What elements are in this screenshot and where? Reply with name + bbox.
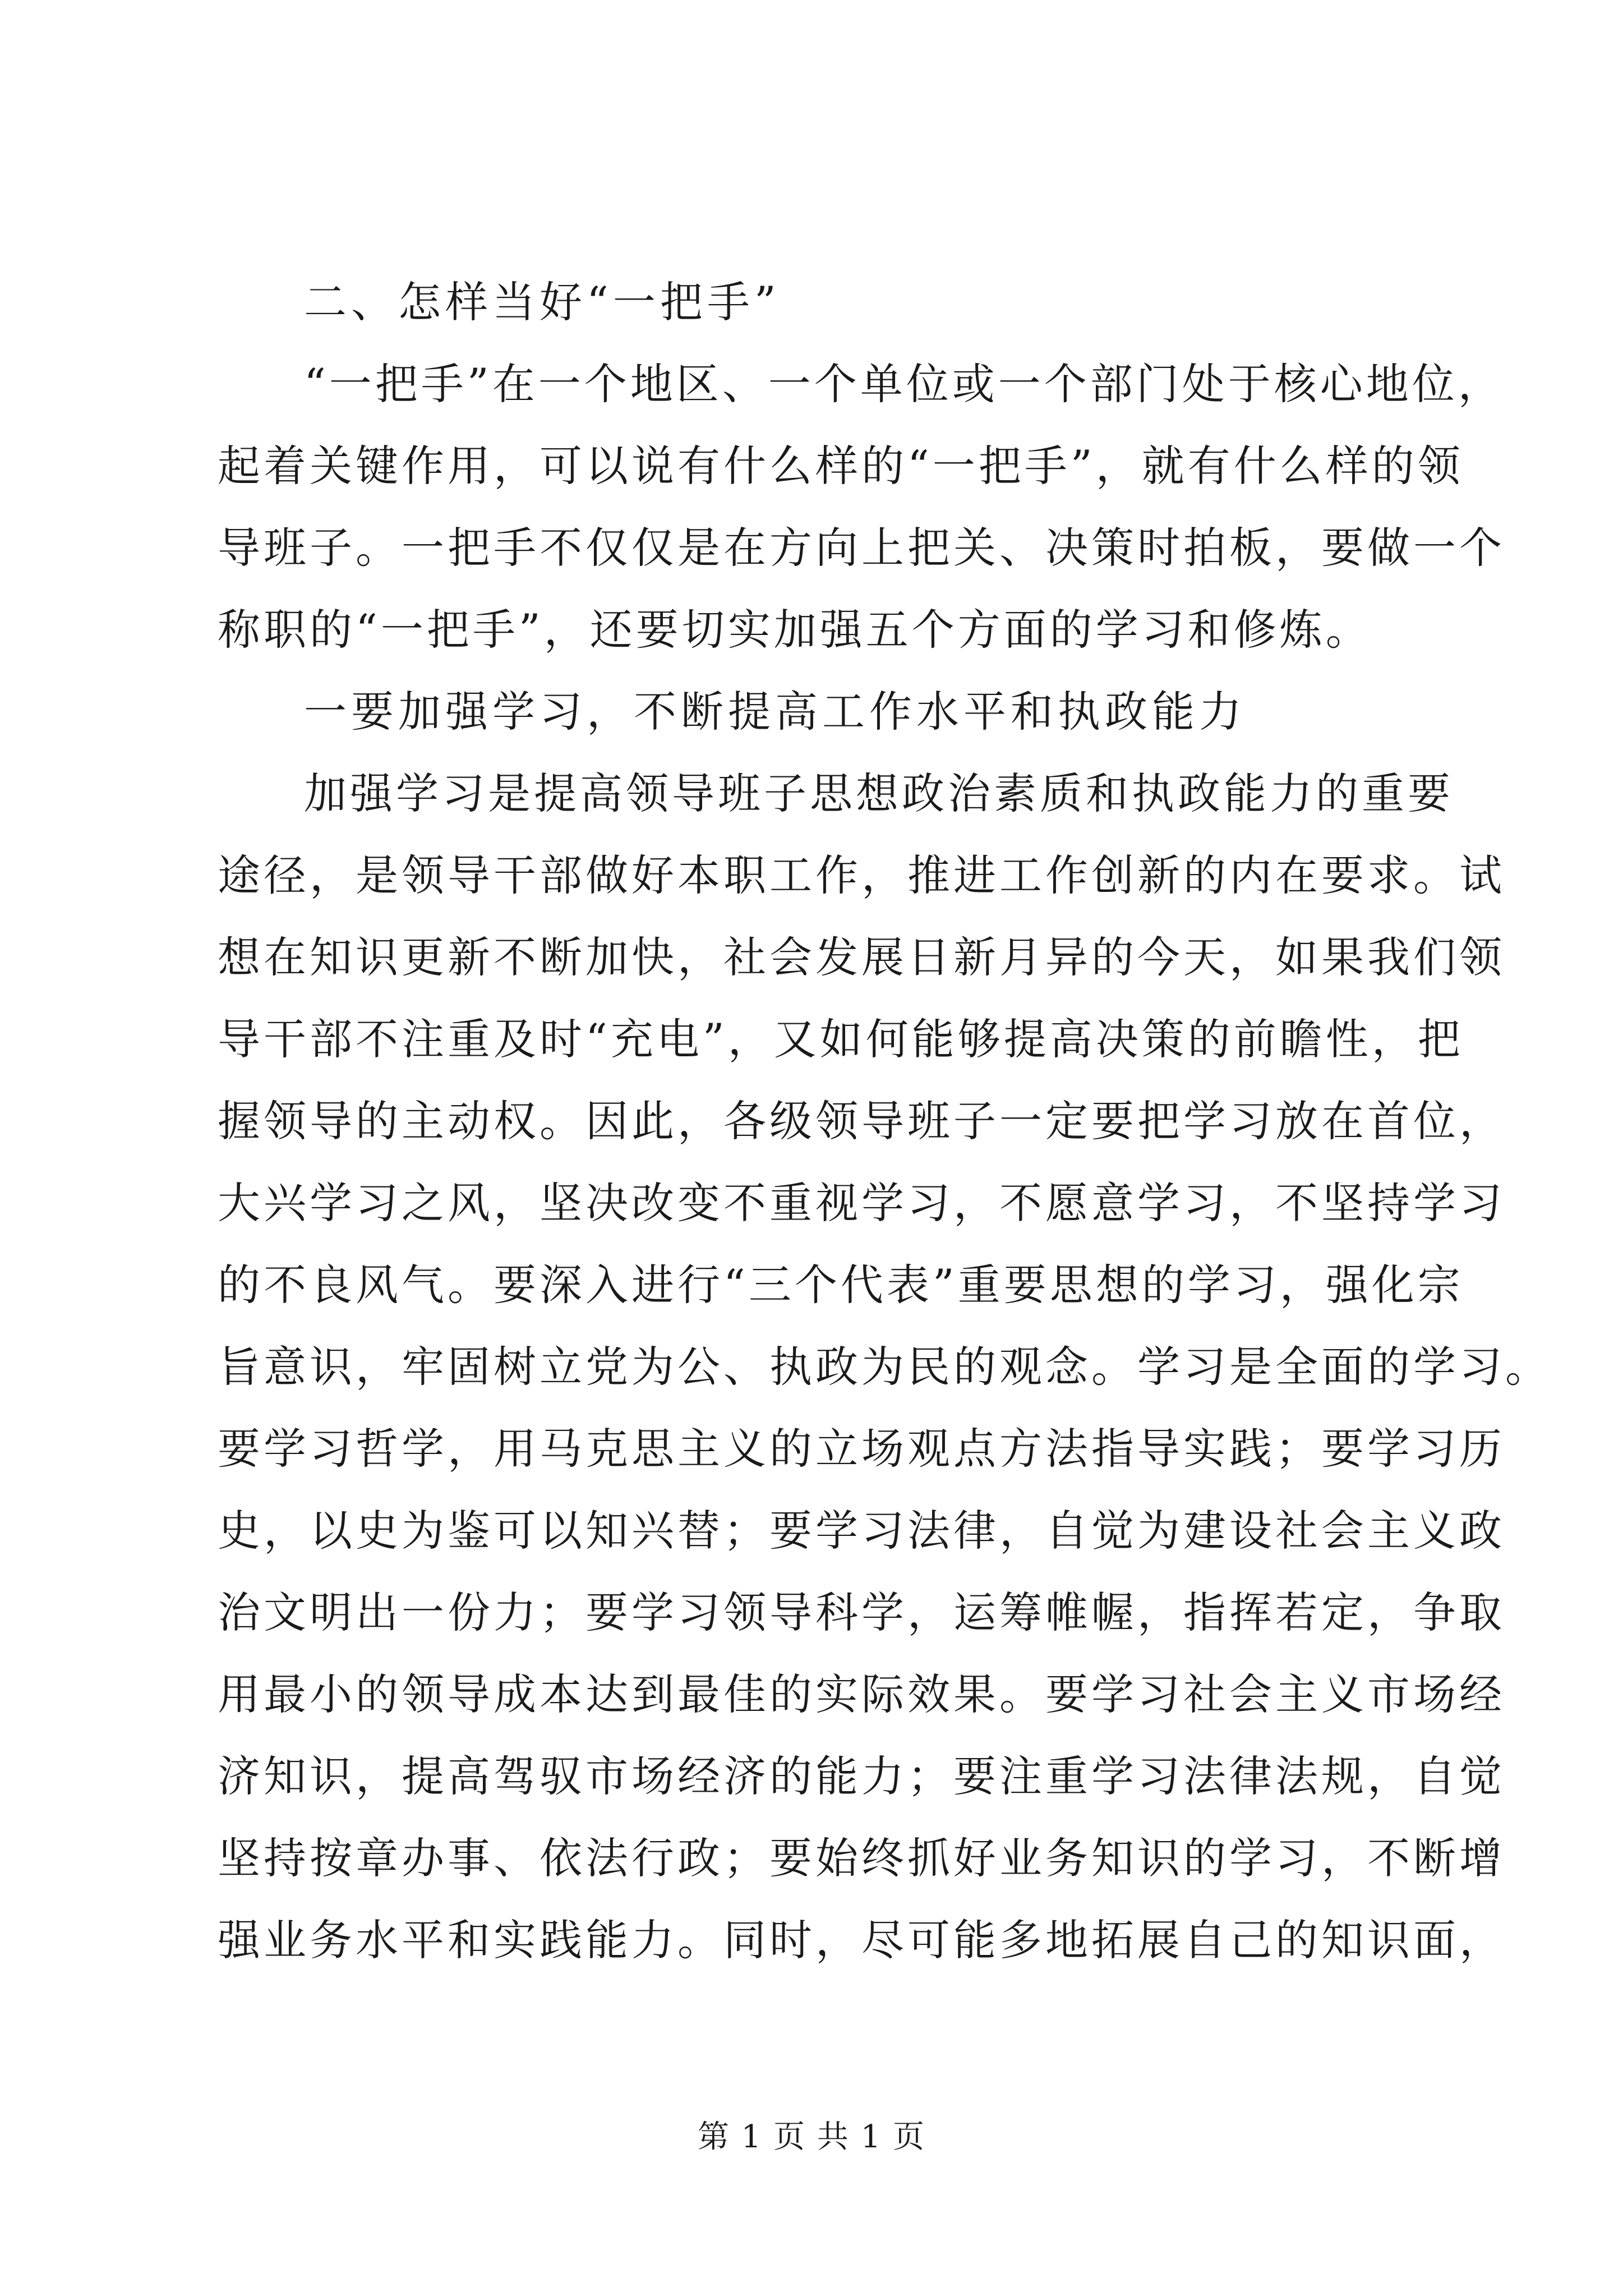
- paragraph-line: 途径，是领导干部做好本职工作，推进工作创新的内在要求。试: [218, 850, 1505, 900]
- page-number-label: 第 1 页 共 1 页: [697, 2119, 926, 2155]
- paragraph-line: 大兴学习之风，坚决改变不重视学习，不愿意学习，不坚持学习: [218, 1178, 1505, 1228]
- body-paragraph: [218, 753, 1551, 1981]
- section-title: 二、怎样当好“一把手”: [304, 277, 781, 327]
- paragraph-line: 坚持按章办事、依法行政；要始终抓好业务知识的学习，不断增: [218, 1833, 1505, 1883]
- paragraph-line: 济知识，提高驾驭市场经济的能力；要注重学习法律法规，自觉: [218, 1751, 1505, 1801]
- paragraph-line: 史，以史为鉴可以知兴替；要学习法律，自觉为建设社会主义政: [218, 1506, 1505, 1556]
- paragraph-line: 用最小的领导成本达到最佳的实际效果。要学习社会主义市场经: [218, 1669, 1505, 1719]
- paragraph-line: 旨意识，牢固树立党为公、执政为民的观念。学习是全面的学习。: [218, 1342, 1551, 1392]
- subheading: 一要加强学习，不断提高工作水平和执政能力: [304, 687, 1246, 737]
- paragraph-line: “一把手”在一个地区、一个单位或一个部门处于核心地位，: [304, 359, 1504, 409]
- paragraph-line: 称职的“一把手”，还要切实加强五个方面的学习和修炼。: [218, 605, 1372, 655]
- paragraph-line: 要学习哲学，用马克思主义的立场观点方法指导实践；要学习历: [218, 1424, 1505, 1474]
- paragraph-line: 想在知识更新不断加快，社会发展日新月异的今天，如果我们领: [218, 932, 1505, 982]
- paragraph-line: 加强学习是提高领导班子思想政治素质和执政能力的重要: [304, 769, 1454, 818]
- paragraph-line: 导干部不注重及时“充电”，又如何能够提高决策的前瞻性，把: [218, 1014, 1464, 1064]
- document-body: [218, 261, 1551, 1981]
- paragraph-line: 强业务水平和实践能力。同时，尽可能多地拓展自己的知识面，: [218, 1915, 1505, 1965]
- page-footer: [0, 2118, 1623, 2157]
- paragraph-line: 起着关键作用，可以说有什么样的“一把手”，就有什么样的领: [218, 441, 1464, 491]
- paragraph-line: 的不良风气。要深入进行“三个代表”重要思想的学习，强化宗: [218, 1260, 1464, 1310]
- paragraph-line: 治文明出一份力；要学习领导科学，运筹帷幄，指挥若定，争取: [218, 1588, 1505, 1637]
- subheading-block: [218, 671, 1426, 753]
- section-title-block: [218, 261, 1426, 343]
- paragraph-line: 握领导的主动权。因此，各级领导班子一定要把学习放在首位，: [218, 1096, 1505, 1146]
- paragraph-line: 导班子。一把手不仅仅是在方向上把关、决策时拍板，要做一个: [218, 523, 1505, 573]
- intro-paragraph: [218, 343, 1505, 671]
